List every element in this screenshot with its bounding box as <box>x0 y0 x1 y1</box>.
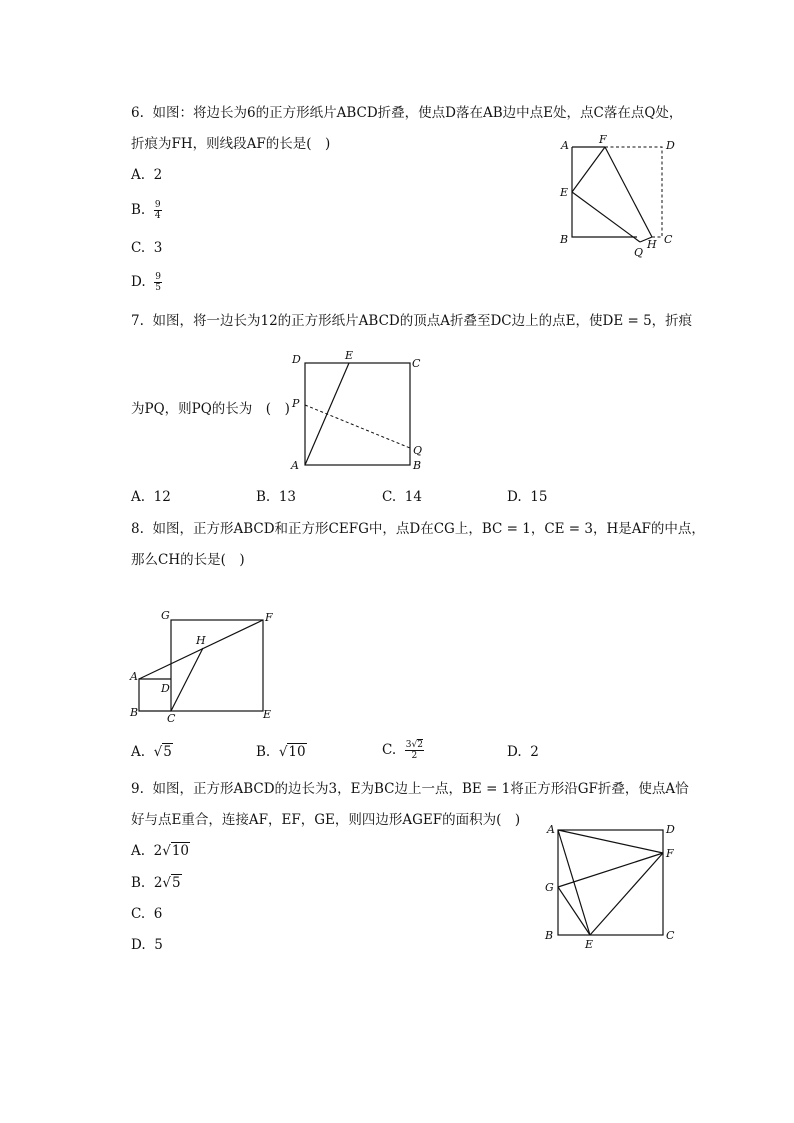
option-value: 15 <box>530 489 548 505</box>
option-label: C. <box>382 489 397 505</box>
figure-dashed-edge <box>605 147 662 237</box>
figure-edge <box>572 192 640 242</box>
figure-fold-line <box>305 405 410 448</box>
question-number: 8. <box>131 521 144 537</box>
label-c: C <box>666 929 675 942</box>
option-value: 2 <box>530 744 539 760</box>
label-a: A <box>547 823 555 836</box>
question-text: 折痕为FH，则线段AF的长是( ) <box>131 136 331 152</box>
question-8-line-1 <box>131 520 705 538</box>
label-d: D <box>292 353 301 366</box>
figure-q6 <box>550 132 690 262</box>
question-text: 如图：将边长为6的正方形纸片ABCD折叠，使点D落在AB边中点E处，点C落在点Q处， <box>152 105 683 121</box>
question-7-line-2 <box>131 400 290 418</box>
option-label: D. <box>507 744 522 760</box>
label-b: B <box>413 459 422 472</box>
label-a: A <box>561 139 569 152</box>
option-c[interactable] <box>131 905 162 923</box>
question-9-line-1 <box>131 780 689 798</box>
figure-edge-ae <box>558 830 590 935</box>
option-d[interactable] <box>507 488 547 506</box>
label-p: P <box>292 397 300 410</box>
question-number: 9. <box>131 781 144 797</box>
question-text: 好与点E重合，连接AF，EF，GE，则四边形AGEF的面积为( ) <box>131 812 521 828</box>
option-a[interactable] <box>131 842 190 860</box>
label-c: C <box>167 712 176 725</box>
figure-edge <box>139 620 263 679</box>
label-q: Q <box>634 246 644 259</box>
question-6-line-1 <box>131 104 682 122</box>
option-value: 13 <box>278 489 296 505</box>
label-e: E <box>263 708 272 721</box>
figure-edge <box>572 147 605 192</box>
question-text: 如图，将一边长为12的正方形纸片ABCD的顶点A折叠至DC边上的点E，使DE = 5，折痕 <box>152 313 693 329</box>
label-f: F <box>265 611 273 624</box>
option-a[interactable] <box>131 743 173 761</box>
fraction: $\frac{9}{4}$ <box>154 200 161 221</box>
option-label: B. <box>131 875 146 891</box>
label-e: E <box>585 938 594 951</box>
label-d: D <box>161 682 170 695</box>
option-c[interactable] <box>382 740 424 761</box>
label-f: F <box>599 133 607 146</box>
label-g: G <box>545 881 554 894</box>
label-a: A <box>291 459 299 472</box>
question-number: 6. <box>131 105 144 121</box>
option-d[interactable] <box>507 743 539 761</box>
option-a[interactable] <box>131 488 171 506</box>
option-label: C. <box>131 240 146 256</box>
option-label: A. <box>131 744 146 760</box>
label-c: C <box>664 233 673 246</box>
option-d[interactable] <box>131 272 162 293</box>
question-7-line-1 <box>131 312 692 330</box>
figure-square <box>305 363 410 465</box>
question-9-line-2 <box>131 811 520 829</box>
option-value: 14 <box>404 489 422 505</box>
coefficient: 2 <box>153 875 163 891</box>
figure-q9 <box>540 820 690 955</box>
label-e: E <box>345 349 354 362</box>
fraction: $\frac{3√2}{2}$ <box>405 740 423 761</box>
label-q: Q <box>413 444 423 457</box>
figure-edge <box>171 648 203 711</box>
option-label: B. <box>256 744 271 760</box>
option-value: 5 <box>154 937 163 953</box>
label-c: C <box>412 357 421 370</box>
option-d[interactable] <box>131 936 163 954</box>
coefficient: 2 <box>153 843 163 859</box>
question-number: 7. <box>131 313 144 329</box>
square-root: √10 <box>278 744 306 760</box>
question-text: 如图，正方形ABCD的边长为3，E为BC边上一点，BE = 1将正方形沿GF折叠，使点A恰 <box>152 781 689 797</box>
option-c[interactable] <box>131 239 162 257</box>
figure-edge <box>572 147 637 237</box>
label-d: D <box>666 823 675 836</box>
option-label: B. <box>131 202 146 218</box>
question-text: 如图，正方形ABCD和正方形CEFG中，点D在CG上，BC = 1，CE = 3，H是AF的中点， <box>152 521 705 537</box>
option-label: A. <box>131 843 146 859</box>
label-b: B <box>560 233 569 246</box>
label-g: G <box>161 609 170 622</box>
option-label: D. <box>507 489 522 505</box>
option-label: C. <box>131 906 146 922</box>
question-text: 为PQ，则PQ的长为 ( ) <box>131 401 290 417</box>
option-a[interactable] <box>131 166 162 184</box>
option-b[interactable] <box>131 200 162 221</box>
figure-edge-ge <box>558 887 590 935</box>
label-f: F <box>666 847 674 860</box>
label-h: H <box>647 238 657 251</box>
option-c[interactable] <box>382 488 422 506</box>
square-root: √10 <box>162 843 190 859</box>
figure-q7 <box>285 348 435 474</box>
label-b: B <box>130 706 139 719</box>
question-6-line-2 <box>131 135 330 153</box>
option-label: D. <box>131 937 146 953</box>
square-root: √5 <box>153 744 172 760</box>
option-label: A. <box>131 167 146 183</box>
label-h: H <box>196 634 206 647</box>
option-label: B. <box>256 489 271 505</box>
fraction: $\frac{9}{5}$ <box>155 272 161 293</box>
option-label: A. <box>131 489 146 505</box>
figure-square-cefg <box>171 620 263 711</box>
label-d: D <box>666 139 675 152</box>
option-b[interactable] <box>256 488 296 506</box>
label-a: A <box>130 670 138 683</box>
option-b[interactable] <box>131 874 182 892</box>
option-value: 2 <box>153 167 163 183</box>
label-e: E <box>560 186 569 199</box>
figure-edge-af <box>558 830 663 853</box>
option-b[interactable] <box>256 743 307 761</box>
figure-q8 <box>125 605 285 730</box>
label-b: B <box>545 929 554 942</box>
figure-edge <box>605 147 652 237</box>
square-root: √5 <box>162 875 181 891</box>
option-label: D. <box>131 274 146 290</box>
question-8-line-2 <box>131 551 245 569</box>
option-value: 6 <box>153 906 163 922</box>
option-value: 3 <box>153 240 163 256</box>
option-value: 12 <box>153 489 171 505</box>
option-label: C. <box>382 742 397 758</box>
question-text: 那么CH的长是( ) <box>131 552 245 568</box>
